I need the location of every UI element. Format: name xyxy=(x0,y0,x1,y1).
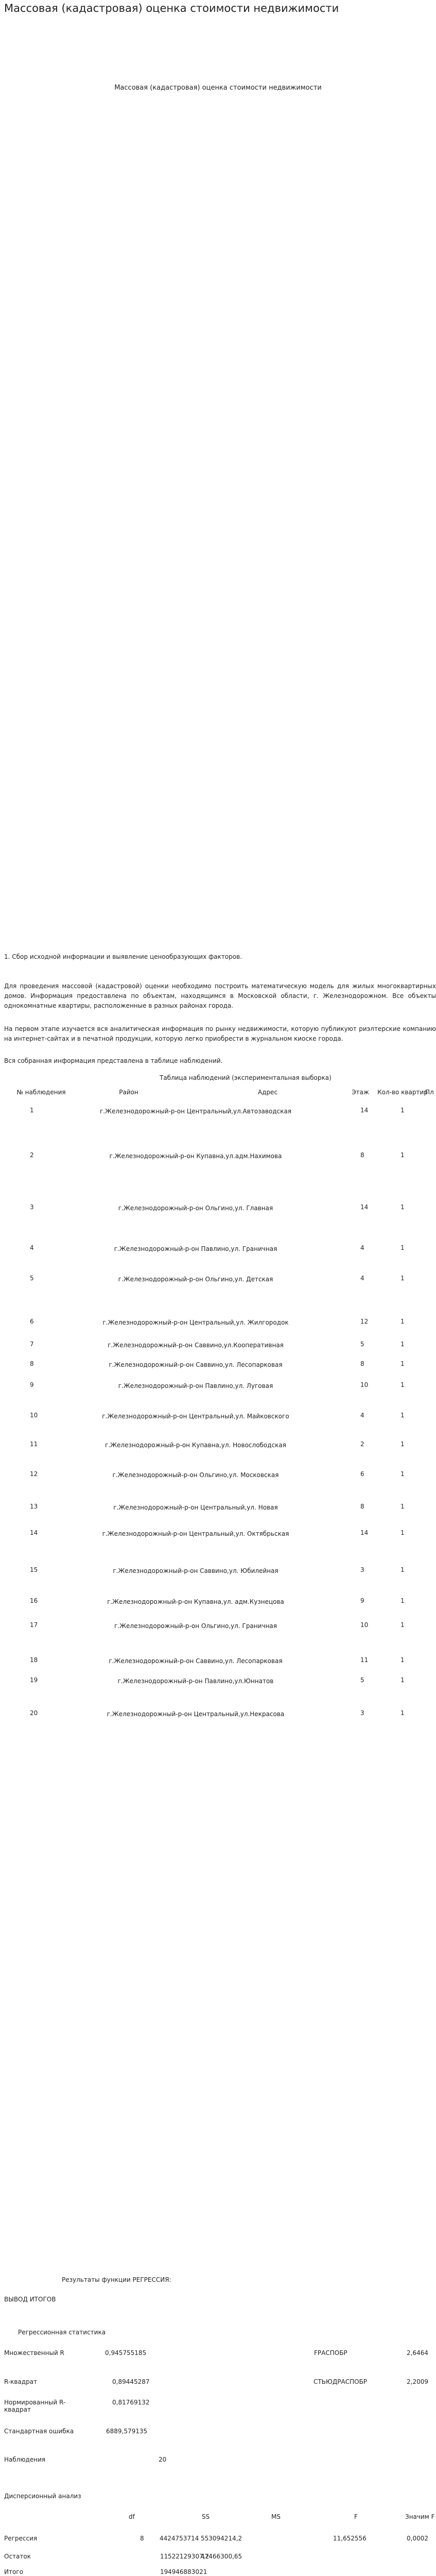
regression-title: Результаты функции РЕГРЕССИЯ: xyxy=(62,2276,171,2283)
obs-floor: 14 xyxy=(360,1529,369,1536)
stat-label: Стандартная ошибка xyxy=(4,2428,74,2435)
stat-label: Нормированный R-квадрат xyxy=(4,2399,66,2413)
obs-address: г.Железнодорожный-р-он Саввино,ул. Лесопарковая xyxy=(109,1657,283,1665)
obs-num: 4 xyxy=(30,1244,34,1251)
obs-address: г.Железнодорожный-р-он Павлино,ул. Луговая xyxy=(118,1382,273,1389)
obs-num: 20 xyxy=(30,1709,38,1717)
obs-floor: 3 xyxy=(360,1709,364,1717)
col-header-floor: Этаж xyxy=(352,1089,369,1096)
obs-rooms: 1 xyxy=(400,1318,405,1325)
anova-label: Регрессия xyxy=(4,2535,38,2542)
stat-label: Наблюдения xyxy=(4,2456,46,2463)
obs-floor: 10 xyxy=(360,1381,369,1388)
anova-heading: Дисперсионный анализ xyxy=(4,2493,81,2500)
obs-address: г.Железнодорожный-р-он Центральный,ул. Жилгородок xyxy=(102,1319,289,1326)
obs-rooms: 1 xyxy=(400,1381,405,1388)
obs-rooms: 1 xyxy=(400,1503,405,1510)
obs-address: г.Железнодорожный-р-он Купавна,ул. Новослободская xyxy=(104,1442,286,1449)
anova-ms: 553094214,2 xyxy=(201,2535,242,2542)
obs-num: 14 xyxy=(30,1529,38,1536)
stat-label: R-квадрат xyxy=(4,2378,38,2385)
obs-rooms: 1 xyxy=(400,1656,405,1664)
anova-header-df: df xyxy=(129,2513,135,2520)
obs-address: г.Железнодорожный-р-он Центральный,ул. Майковского xyxy=(102,1413,289,1420)
obs-num: 19 xyxy=(30,1676,38,1684)
obs-num: 16 xyxy=(30,1597,38,1604)
obs-num: 12 xyxy=(30,1470,38,1478)
paragraph-3: Вся собранная информация представлена в таблице наблюдений. xyxy=(4,1057,223,1064)
obs-rooms: 1 xyxy=(400,1412,405,1419)
obs-rooms: 1 xyxy=(400,1529,405,1536)
tdist-label: СТЬЮДРАСПОБР xyxy=(313,2378,368,2385)
obs-num: 8 xyxy=(30,1360,34,1367)
obs-floor: 8 xyxy=(360,1151,364,1159)
col-header-district: Район xyxy=(119,1089,138,1096)
obs-num: 13 xyxy=(30,1503,38,1510)
obs-num: 11 xyxy=(30,1440,38,1448)
table-caption: Таблица наблюдений (экспериментальная выборка) xyxy=(160,1074,332,1081)
obs-floor: 2 xyxy=(360,1440,364,1448)
stat-value: 0,89445287 xyxy=(112,2378,150,2385)
obs-rooms: 1 xyxy=(400,1244,405,1251)
stat-value: 20 xyxy=(159,2456,167,2463)
obs-floor: 6 xyxy=(360,1470,364,1478)
anova-label: Итого xyxy=(4,2568,23,2575)
obs-address: г.Железнодорожный-р-он Саввино,ул. Юбилейная xyxy=(113,1567,278,1574)
obs-num: 6 xyxy=(30,1318,34,1325)
obs-num: 10 xyxy=(30,1412,38,1419)
obs-address: г.Железнодорожный-р-он Ольгино,ул. Главная xyxy=(118,1205,273,1212)
anova-ss: 4946883021 xyxy=(168,2568,207,2575)
obs-floor: 5 xyxy=(360,1341,364,1348)
col-header-rooms: Кол-во квартир xyxy=(377,1089,428,1096)
col-header-area: Пл xyxy=(425,1089,434,1096)
obs-rooms: 1 xyxy=(400,1597,405,1604)
page-title: Массовая (кадастровая) оценка стоимости недвижимости xyxy=(4,2,339,14)
obs-address: г.Железнодорожный-р-он Центральный,ул. Новая xyxy=(113,1504,278,1511)
obs-floor: 4 xyxy=(360,1275,364,1282)
stat-value: 0,945755185 xyxy=(105,2349,147,2357)
obs-rooms: 1 xyxy=(400,1470,405,1478)
obs-rooms: 1 xyxy=(400,1107,405,1114)
stat-label: Множественный R xyxy=(4,2349,64,2357)
obs-num: 3 xyxy=(30,1204,34,1211)
obs-num: 15 xyxy=(30,1566,38,1573)
obs-num: 18 xyxy=(30,1656,38,1664)
obs-floor: 8 xyxy=(360,1360,364,1367)
col-header-address: Адрес xyxy=(257,1089,278,1096)
obs-num: 7 xyxy=(30,1341,34,1348)
anova-sig: 0,0002 xyxy=(407,2535,428,2542)
obs-rooms: 1 xyxy=(400,1440,405,1448)
obs-floor: 4 xyxy=(360,1244,364,1251)
obs-rooms: 1 xyxy=(400,1621,405,1629)
obs-address: г.Железнодорожный-р-он Павлино,ул. Граничная xyxy=(114,1245,277,1252)
obs-floor: 11 xyxy=(360,1656,369,1664)
obs-num: 5 xyxy=(30,1275,34,1282)
anova-header-sig: Значим F xyxy=(405,2513,435,2520)
obs-floor: 14 xyxy=(360,1204,369,1211)
obs-rooms: 1 xyxy=(400,1151,405,1159)
obs-floor: 14 xyxy=(360,1107,369,1114)
fdist-label: FРАСПОБР xyxy=(314,2349,347,2357)
obs-floor: 10 xyxy=(360,1621,369,1629)
stat-value: 0,81769132 xyxy=(112,2399,150,2406)
anova-df: 19 xyxy=(160,2568,168,2575)
obs-address: г.Железнодорожный-р-он Саввино,ул.Кооперативная xyxy=(108,1342,284,1349)
obs-rooms: 1 xyxy=(400,1676,405,1684)
obs-address: г.Железнодорожный-р-он Купавна,ул. адм.Кузнецова xyxy=(107,1598,284,1605)
obs-address: г.Железнодорожный-р-он Ольгино,ул. Детская xyxy=(118,1276,273,1283)
paragraph-1: Для проведения массовой (кадастровой) оценки необходимо построить математическую модель для жилых многоквартирных домов. Информация предоставлена по объектам, находящимся в Московской области, г. Железнодорожном. Все объекты однокомнатные квартиры, расположенные в разных районах города. xyxy=(4,982,436,1009)
anova-header-ms: MS xyxy=(271,2513,281,2520)
obs-address: г.Железнодорожный-р-он Центральный,ул. Октябрьская xyxy=(102,1530,289,1537)
obs-address: г.Железнодорожный-р-он Купавна,ул.адм.Нахимова xyxy=(109,1153,282,1160)
obs-floor: 9 xyxy=(360,1597,364,1604)
obs-rooms: 1 xyxy=(400,1709,405,1717)
obs-num: 17 xyxy=(30,1621,38,1629)
obs-num: 9 xyxy=(30,1381,34,1388)
anova-ss: 4424753714 xyxy=(160,2535,199,2542)
obs-address: г.Железнодорожный-р-он Саввино,ул. Лесопарковая xyxy=(109,1361,283,1368)
obs-num: 2 xyxy=(30,1151,34,1159)
anova-ss: 522129307,2 xyxy=(168,2553,210,2560)
stat-value: 6889,579135 xyxy=(106,2428,148,2435)
fdist-value: 2,6464 xyxy=(407,2349,428,2357)
anova-df: 8 xyxy=(140,2535,144,2542)
anova-header-ss: SS xyxy=(202,2513,210,2520)
tdist-value: 2,2009 xyxy=(407,2378,428,2385)
obs-floor: 8 xyxy=(360,1503,364,1510)
section-heading-1: 1. Сбор исходной информации и выявление ценообразующих факторов. xyxy=(4,953,242,960)
obs-floor: 4 xyxy=(360,1412,364,1419)
output-label: ВЫВОД ИТОГОВ xyxy=(4,2296,56,2303)
obs-address: г.Железнодорожный-р-он Павлино,ул.Юннатов xyxy=(117,1677,274,1685)
obs-address: г.Железнодорожный-р-он Центральный,ул.Некрасова xyxy=(107,1710,285,1718)
obs-rooms: 1 xyxy=(400,1204,405,1211)
paragraph-2: На первом этапе изучается вся аналитическая информация по рынку недвижимости, которую публикуют риэлтерские компанию на интернет-сайтах и в печатной продукции, которую легко приобрести в журнальном киоске города. xyxy=(4,1025,436,1042)
obs-floor: 12 xyxy=(360,1318,369,1325)
obs-address: г.Железнодорожный-р-он Ольгино,ул. Граничная xyxy=(114,1622,277,1630)
obs-address: г.Железнодорожный-р-он Центральный,ул.Автозаводская xyxy=(99,1108,292,1115)
obs-floor: 3 xyxy=(360,1566,364,1573)
obs-address: г.Железнодорожный-р-он Ольгино,ул. Московская xyxy=(112,1471,279,1479)
document-subtitle: Массовая (кадастровая) оценка стоимости недвижимости xyxy=(114,84,322,92)
anova-header-f: F xyxy=(354,2513,358,2520)
obs-floor: 5 xyxy=(360,1676,364,1684)
obs-num: 1 xyxy=(30,1107,34,1114)
regression-stats-heading: Регрессионная статистика xyxy=(18,2329,106,2336)
obs-rooms: 1 xyxy=(400,1275,405,1282)
obs-rooms: 1 xyxy=(400,1566,405,1573)
obs-rooms: 1 xyxy=(400,1341,405,1348)
anova-f: 11,652556 xyxy=(333,2535,367,2542)
anova-label: Остаток xyxy=(4,2553,31,2560)
anova-df: 11 xyxy=(160,2553,168,2560)
anova-ms: 47466300,65 xyxy=(201,2553,242,2560)
obs-rooms: 1 xyxy=(400,1360,405,1367)
col-header-num: № наблюдения xyxy=(16,1089,66,1096)
